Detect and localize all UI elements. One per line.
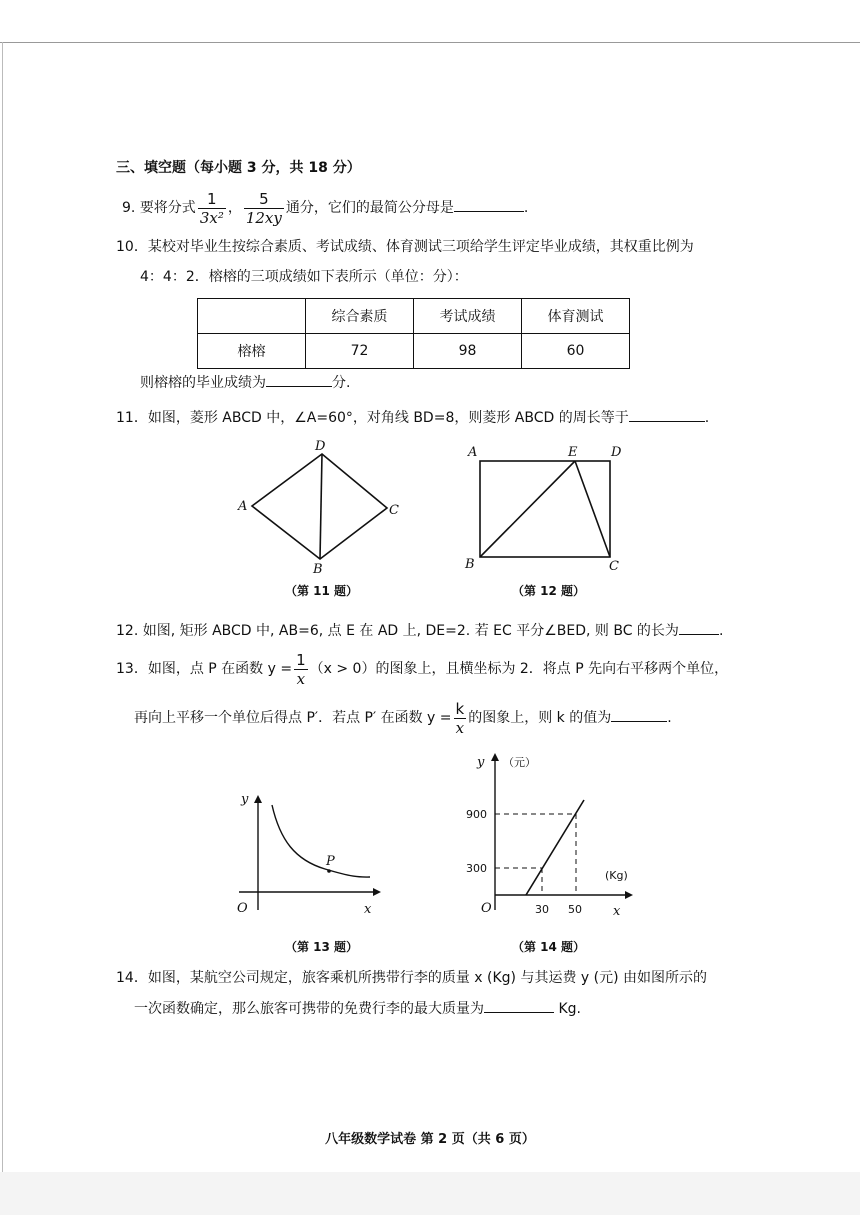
y-axis-arrow bbox=[254, 795, 262, 803]
q10-line3-suffix: 分. bbox=[332, 375, 351, 391]
q12-answer-blank[interactable] bbox=[679, 620, 719, 635]
q12-end: . bbox=[718, 623, 724, 639]
x-axis-arrow bbox=[373, 888, 381, 896]
figure-11-caption: （第 11 题） bbox=[285, 584, 359, 598]
table-cell: 榕榕 bbox=[198, 334, 306, 369]
question-9 bbox=[122, 188, 528, 228]
x-axis-arrow bbox=[625, 891, 633, 899]
table-header-cell: 考试成绩 bbox=[414, 299, 522, 334]
q9-fraction-1 bbox=[198, 190, 226, 227]
q9-frac1-den: 3x² bbox=[199, 208, 224, 227]
q10-line-1: 10．某校对毕业生按综合素质、考试成绩、体育测试三项给学生评定毕业成绩，其权重比例为 bbox=[116, 239, 694, 255]
y-axis-label: y bbox=[477, 755, 485, 770]
q13-fraction-1 bbox=[294, 651, 308, 688]
origin-label: O bbox=[237, 901, 248, 916]
q14-line2-prefix: 一次函数确定，那么旅客可携带的免费行李的最大质量为 bbox=[134, 1001, 484, 1017]
point-p-label: P bbox=[326, 854, 335, 869]
question-11 bbox=[116, 407, 709, 428]
q11-text: 11．如图，菱形 ABCD 中，∠A=60°，对角线 BD=8，则菱形 ABCD 的周长等于 bbox=[116, 410, 629, 426]
q9-frac2-num: 5 bbox=[244, 190, 284, 209]
q13-answer-blank[interactable] bbox=[611, 707, 667, 722]
q14-line-2 bbox=[134, 998, 581, 1019]
q13-line2-prefix: 再向上平移一个单位后得点 P′．若点 P′ 在函数 y = bbox=[134, 710, 452, 726]
q10-line3-prefix: 则榕榕的毕业成绩为 bbox=[140, 375, 266, 391]
figure-12-rectangle bbox=[460, 440, 630, 575]
figure-12-caption: （第 12 题） bbox=[512, 584, 586, 598]
figure-11-rhombus bbox=[230, 436, 410, 576]
vertex-label-a: A bbox=[468, 445, 478, 460]
section-heading: 三、填空题（每小题 3 分，共 18 分） bbox=[116, 160, 361, 176]
figure-13-caption: （第 13 题） bbox=[285, 940, 359, 954]
origin-label: O bbox=[481, 901, 492, 916]
q11-answer-blank[interactable] bbox=[629, 407, 705, 422]
q9-end: . bbox=[523, 200, 529, 216]
y-axis-arrow bbox=[491, 753, 499, 761]
q9-frac2-den: 12xy bbox=[245, 208, 282, 227]
q13-frac-num: 1 bbox=[296, 650, 306, 669]
q13-line1-prefix: 13．如图，点 P 在函数 y = bbox=[116, 661, 293, 677]
segment-ec bbox=[575, 461, 610, 557]
vertex-label-b: B bbox=[465, 557, 475, 572]
q11-end: . bbox=[704, 410, 710, 426]
x-axis-label: x bbox=[613, 904, 621, 919]
page-bottom-shade bbox=[0, 1172, 860, 1215]
figure-14-caption: （第 14 题） bbox=[512, 940, 586, 954]
q13-end: . bbox=[667, 710, 672, 726]
table-header-cell: 体育测试 bbox=[522, 299, 630, 334]
q10-answer-blank[interactable] bbox=[266, 372, 332, 387]
vertex-label-c: C bbox=[609, 559, 619, 574]
table-row bbox=[198, 334, 630, 369]
diagonal-bd bbox=[320, 454, 322, 559]
x-tick-30: 30 bbox=[535, 903, 549, 916]
vertex-label-a: A bbox=[238, 499, 248, 514]
x-axis-label: x bbox=[364, 902, 372, 917]
table-header-row bbox=[198, 299, 630, 334]
x-tick-50: 50 bbox=[568, 903, 582, 916]
figure-14-cost-graph bbox=[455, 745, 640, 925]
page-footer: 八年级数学试卷 第 2 页（共 6 页） bbox=[325, 1132, 535, 1147]
q14-answer-blank[interactable] bbox=[484, 998, 554, 1013]
rectangle-outline bbox=[480, 461, 610, 557]
table-cell: 98 bbox=[414, 334, 522, 369]
y-tick-300: 300 bbox=[466, 862, 487, 875]
table-cell: 60 bbox=[522, 334, 630, 369]
vertex-label-d: D bbox=[611, 445, 622, 460]
q10-score-table bbox=[197, 298, 630, 369]
question-12 bbox=[116, 620, 723, 641]
q14-line2-suffix: Kg. bbox=[558, 1001, 581, 1017]
q14-line-1: 14．如图，某航空公司规定，旅客乘机所携带行李的质量 x (Kg) 与其运费 y (元) 由如图所示的 bbox=[116, 970, 707, 986]
q9-frac1-num: 1 bbox=[198, 190, 226, 209]
q9-suffix: 通分，它们的最简公分母是 bbox=[285, 200, 454, 216]
vertex-label-b: B bbox=[313, 562, 323, 576]
table-cell: 72 bbox=[306, 334, 414, 369]
page-top-rule bbox=[0, 42, 860, 43]
q9-sep: ， bbox=[227, 200, 242, 216]
y-axis-label: y bbox=[241, 792, 249, 807]
q10-line-3 bbox=[140, 372, 350, 393]
hyperbola-curve bbox=[272, 805, 370, 877]
q9-fraction-2 bbox=[244, 190, 284, 227]
point-p bbox=[327, 869, 331, 873]
figure-13-hyperbola-graph bbox=[225, 785, 385, 920]
q13-frac-den: x bbox=[296, 669, 306, 688]
vertex-label-d: D bbox=[315, 439, 326, 454]
y-tick-900: 900 bbox=[466, 808, 487, 821]
vertex-label-c: C bbox=[389, 503, 399, 518]
q13-fraction-2 bbox=[454, 700, 467, 737]
q12-text: 12. 如图, 矩形 ABCD 中, AB=6, 点 E 在 AD 上, DE=2. 若 EC 平分∠BED, 则 BC 的长为 bbox=[116, 623, 679, 639]
q9-prefix: 要将分式 bbox=[139, 200, 196, 216]
page-left-edge bbox=[2, 42, 3, 1172]
q13-line-2 bbox=[134, 697, 672, 739]
q9-number: 9. bbox=[122, 200, 136, 216]
q13-frac2-den: x bbox=[455, 718, 465, 737]
q13-frac2-num: k bbox=[455, 699, 465, 718]
q13-line2-suffix: 的图象上，则 k 的值为 bbox=[468, 710, 612, 726]
segment-be bbox=[480, 461, 575, 557]
q13-line1-suffix: （x > 0）的图象上，且横坐标为 2．将点 P 先向右平移两个单位， bbox=[309, 661, 729, 677]
table-header-cell: 综合素质 bbox=[306, 299, 414, 334]
table-header-cell bbox=[198, 299, 306, 334]
vertex-label-e: E bbox=[568, 445, 578, 460]
x-axis-unit: (Kg) bbox=[605, 869, 628, 882]
q13-line-1 bbox=[116, 648, 728, 690]
q10-line-2: 4：4：2．榕榕的三项成绩如下表所示（单位：分）： bbox=[140, 269, 468, 285]
y-axis-unit: （元） bbox=[503, 756, 536, 769]
q9-answer-blank[interactable] bbox=[454, 197, 524, 212]
